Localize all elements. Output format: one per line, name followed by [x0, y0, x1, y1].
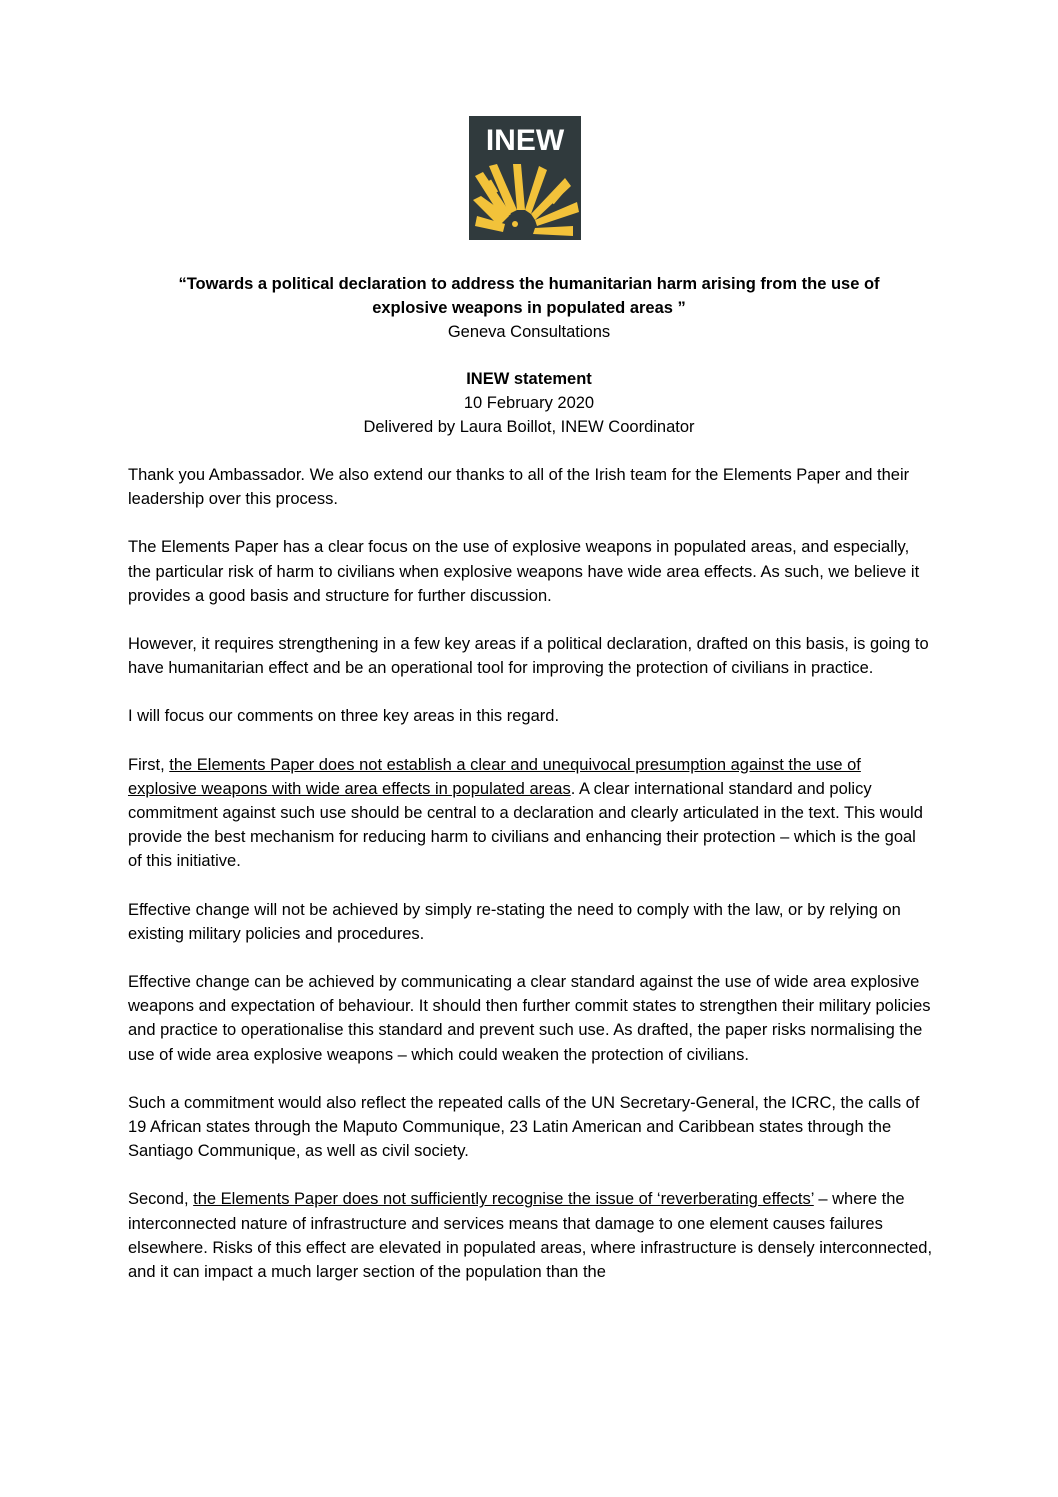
statement-speaker: Delivered by Laura Boillot, INEW Coordinator	[363, 418, 695, 436]
paragraph-second-rest: – where the interconnected nature of infrastructure and services means that damage to one element causes failures elsewhere. Risks of this effect are elevated in populated areas, where infrastructure is densely interconnected, and it can impact a much larger section of the population than the	[128, 1190, 933, 1282]
paragraph-effective-change-law: Effective change will not be achieved by simply re-stating the need to comply with the law, or by relying on existing military policies and procedures.	[128, 900, 901, 943]
paragraph-commitment-calls: Such a commitment would also reflect the repeated calls of the UN Secretary-General, the ICRC, the calls of 19 African states through the Maputo Communique, 23 Latin American and Caribbean states through the Santiago Communique, as well as civil society.	[128, 1093, 920, 1161]
paragraph-effective-change-standard: Effective change can be achieved by communicating a clear standard against the use of wide area explosive weapons and expectation of behaviour. It should then further commit states to strengthen their military policies and practice to operationalise this standard and prevent such use. As drafted, the paper risks normalising the use of wide area explosive weapons – which could weaken the protection of civilians.	[128, 973, 931, 1064]
paragraph-first-rest: . A clear international standard and policy commitment against such use should be central to a declaration and clearly articulated in the text. This would provide the best mechanism for reducing harm to civilians and enhancing their protection – which is the goal of this initiative.	[128, 779, 923, 871]
paragraph-elements-focus: The Elements Paper has a clear focus on the use of explosive weapons in populated areas, and especially, the particular risk of harm to civilians when explosive weapons have wide area effects. As such, we believe it provides a good basis and structure for further discussion.	[128, 538, 920, 605]
paragraph-opening: Thank you Ambassador. We also extend our thanks to all of the Irish team for the Elements Paper and their leadership over this process.	[128, 466, 910, 509]
paragraph-three-areas: I will focus our comments on three key areas in this regard.	[128, 707, 560, 726]
statement-label: INEW statement	[466, 370, 592, 388]
paragraph-first-area	[128, 753, 934, 874]
inew-logo-graphic	[469, 116, 581, 240]
inew-logo	[469, 116, 581, 240]
document-heading	[0, 272, 1058, 344]
paragraph-second-lead: Second,	[128, 1190, 194, 1209]
paragraph-second-underlined: the Elements Paper does not sufficiently recognise the issue of ‘reverberating effects’	[193, 1190, 814, 1209]
logo-text: INEW	[485, 124, 565, 157]
paragraph-first-underlined: the Elements Paper does not establish a clear and unequivocal presumption against the use of explosive weapons with wide area effects in populated areas	[128, 755, 861, 798]
statement-date: 10 February 2020	[463, 394, 595, 412]
statement-meta	[0, 367, 1058, 439]
paragraph-first-lead: First,	[128, 755, 170, 774]
document-subtitle: Geneva Consultations	[447, 323, 611, 341]
statement-body	[128, 463, 934, 1308]
paragraph-strengthening: However, it requires strengthening in a few key areas if a political declaration, drafted on this basis, is going to have humanitarian effect and be an operational tool for improving the protection of civilians in practice.	[128, 635, 929, 678]
document-title: “Towards a political declaration to address the humanitarian harm arising from the use of explosive weapons in populated areas ”	[178, 275, 880, 317]
paragraph-second-area	[128, 1187, 934, 1284]
